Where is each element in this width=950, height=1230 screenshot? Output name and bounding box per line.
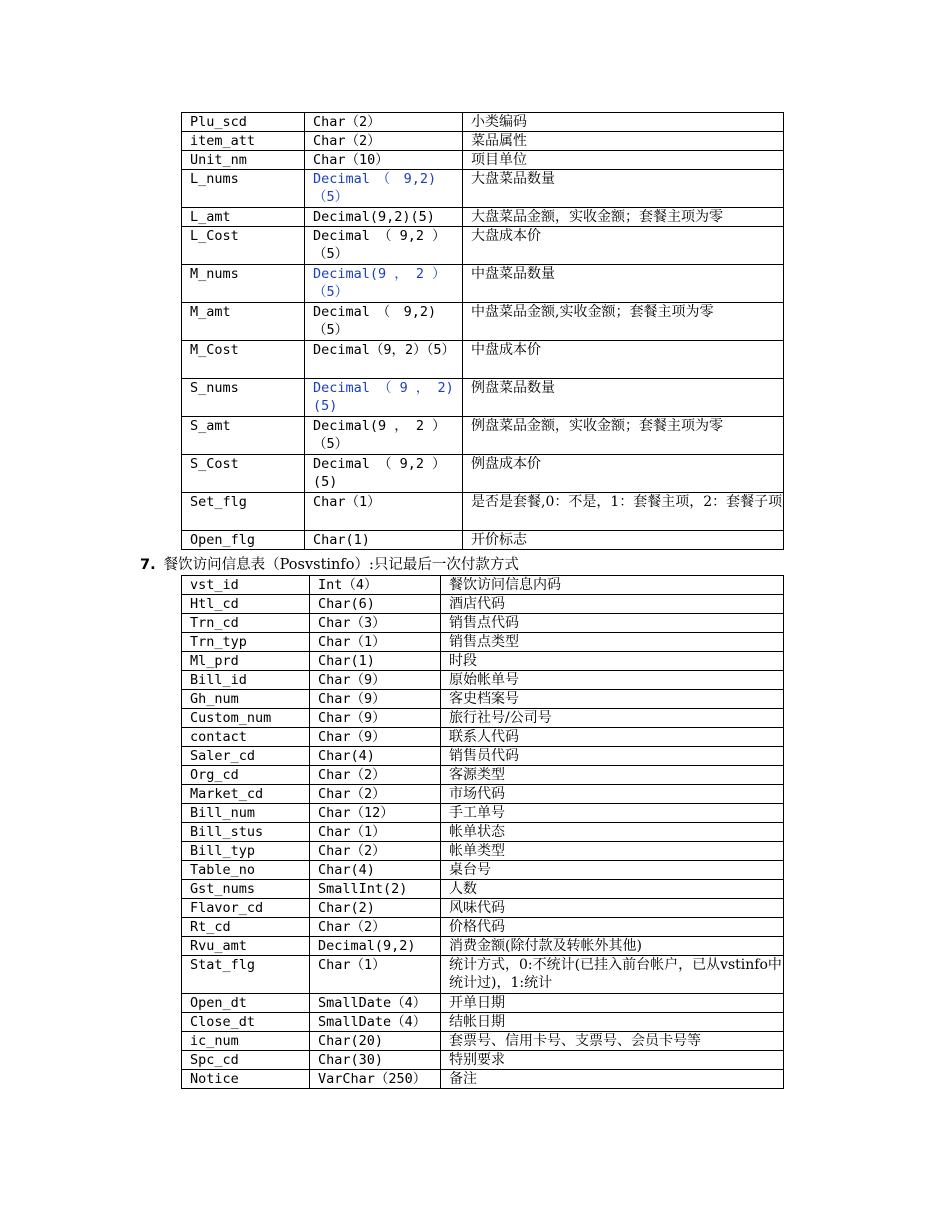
field-type-cell: Char(6) <box>310 595 441 614</box>
field-table-2 <box>181 575 784 1089</box>
field-desc-cell: 备注 <box>441 1070 784 1089</box>
field-name-cell: Stat_flg <box>182 956 310 994</box>
field-type-cell: Char(30) <box>310 1051 441 1070</box>
section-7-heading <box>140 555 519 575</box>
field-type-cell: Decimal(9,2)(5) <box>305 208 463 227</box>
field-type-cell: VarChar（250） <box>310 1070 441 1089</box>
field-desc-cell: 桌台号 <box>441 861 784 880</box>
field-desc-cell: 客源类型 <box>441 766 784 785</box>
field-name-cell: Trn_cd <box>182 614 310 633</box>
table-row <box>182 595 784 614</box>
field-name-cell: Trn_typ <box>182 633 310 652</box>
table-row <box>182 379 784 417</box>
field-name-cell: L_nums <box>182 170 305 208</box>
table-row <box>182 956 784 994</box>
table-row <box>182 690 784 709</box>
table-row <box>182 227 784 265</box>
table-row <box>182 614 784 633</box>
field-name-cell: M_nums <box>182 265 305 303</box>
field-type-cell: Decimal （ 9,2)（5） <box>305 170 463 208</box>
field-type-cell: Char（12） <box>310 804 441 823</box>
field-type-cell: Char（10） <box>305 151 463 170</box>
table-row <box>182 493 784 531</box>
table-row <box>182 747 784 766</box>
table-row <box>182 303 784 341</box>
field-name-cell: Org_cd <box>182 766 310 785</box>
field-type-cell: Char（1） <box>310 823 441 842</box>
field-type-cell: Char（9） <box>310 690 441 709</box>
field-type-cell: Decimal(9,2) <box>310 937 441 956</box>
field-type-cell: SmallDate（4） <box>310 1013 441 1032</box>
field-desc-cell: 帐单状态 <box>441 823 784 842</box>
field-desc-cell: 例盘菜品金额，实收金额；套餐主项为零 <box>463 417 784 455</box>
field-name-cell: vst_id <box>182 576 310 595</box>
field-name-cell: Flavor_cd <box>182 899 310 918</box>
field-name-cell: L_Cost <box>182 227 305 265</box>
field-desc-cell: 统计方式，0:不统计(已挂入前台帐户，已从vstinfo中统计过)，1:统计 <box>441 956 784 994</box>
table-row <box>182 918 784 937</box>
table-row <box>182 709 784 728</box>
field-name-cell: Gst_nums <box>182 880 310 899</box>
field-type-cell: Decimal （ 9,2)（5） <box>305 303 463 341</box>
table-row <box>182 455 784 493</box>
table-row <box>182 208 784 227</box>
field-type-cell: SmallDate（4） <box>310 994 441 1013</box>
field-name-cell: Close_dt <box>182 1013 310 1032</box>
field-name-cell: S_Cost <box>182 455 305 493</box>
field-desc-cell: 小类编码 <box>463 113 784 132</box>
field-name-cell: item_att <box>182 132 305 151</box>
field-desc-cell: 市场代码 <box>441 785 784 804</box>
field-desc-cell: 开价标志 <box>463 531 784 550</box>
field-desc-cell: 大盘成本价 <box>463 227 784 265</box>
table-row <box>182 804 784 823</box>
field-name-cell: Plu_scd <box>182 113 305 132</box>
field-type-cell: Char（2） <box>310 918 441 937</box>
table-row <box>182 576 784 595</box>
field-type-cell: Char（9） <box>310 709 441 728</box>
field-name-cell: Spc_cd <box>182 1051 310 1070</box>
field-name-cell: Bill_id <box>182 671 310 690</box>
field-desc-cell: 原始帐单号 <box>441 671 784 690</box>
table-row <box>182 899 784 918</box>
field-type-cell: Char(1) <box>310 652 441 671</box>
field-name-cell: Rvu_amt <box>182 937 310 956</box>
field-desc-cell: 联系人代码 <box>441 728 784 747</box>
field-name-cell: Htl_cd <box>182 595 310 614</box>
field-type-cell: Decimal（9，2）（5） <box>305 341 463 379</box>
field-desc-cell: 价格代码 <box>441 918 784 937</box>
field-type-cell: Char（2） <box>305 113 463 132</box>
table-row <box>182 994 784 1013</box>
table-row <box>182 151 784 170</box>
table-row <box>182 1032 784 1051</box>
field-name-cell: Bill_typ <box>182 842 310 861</box>
field-name-cell: Set_flg <box>182 493 305 531</box>
table-row <box>182 113 784 132</box>
table-row <box>182 880 784 899</box>
table-row <box>182 633 784 652</box>
field-desc-cell: 销售员代码 <box>441 747 784 766</box>
table-row <box>182 341 784 379</box>
table-row <box>182 861 784 880</box>
field-type-cell: Decimal （ 9,2 ）(5) <box>305 455 463 493</box>
field-name-cell: M_Cost <box>182 341 305 379</box>
field-type-cell: Char（2） <box>305 132 463 151</box>
section-title: 餐饮访问信息表（Posvstinfo）:只记最后一次付款方式 <box>163 557 519 573</box>
field-type-cell: Decimal(9 ， 2 ）（5） <box>305 417 463 455</box>
field-desc-cell: 例盘菜品数量 <box>463 379 784 417</box>
table-row <box>182 671 784 690</box>
field-desc-cell: 客史档案号 <box>441 690 784 709</box>
field-type-cell: Char(4) <box>310 861 441 880</box>
table-row <box>182 785 784 804</box>
field-desc-cell: 酒店代码 <box>441 595 784 614</box>
table-row <box>182 132 784 151</box>
field-name-cell: M_amt <box>182 303 305 341</box>
field-type-cell: Decimal （ 9 ， 2)(5) <box>305 379 463 417</box>
field-desc-cell: 开单日期 <box>441 994 784 1013</box>
field-desc-cell: 中盘菜品金额,实收金额；套餐主项为零 <box>463 303 784 341</box>
table-row <box>182 652 784 671</box>
field-type-cell: Char（1） <box>310 956 441 994</box>
table-row <box>182 170 784 208</box>
table-row <box>182 1013 784 1032</box>
field-type-cell: Char(2) <box>310 899 441 918</box>
field-desc-cell: 旅行社号/公司号 <box>441 709 784 728</box>
field-type-cell: Char（3） <box>310 614 441 633</box>
field-type-cell: Decimal(9 ， 2 ）（5） <box>305 265 463 303</box>
field-type-cell: Char(1) <box>305 531 463 550</box>
section-number: 7. <box>140 557 156 573</box>
field-desc-cell: 大盘菜品金额，实收金额；套餐主项为零 <box>463 208 784 227</box>
field-name-cell: L_amt <box>182 208 305 227</box>
field-desc-cell: 手工单号 <box>441 804 784 823</box>
table-row <box>182 265 784 303</box>
field-type-cell: Char（9） <box>310 671 441 690</box>
field-type-cell: Char（1） <box>310 633 441 652</box>
table-row <box>182 842 784 861</box>
field-name-cell: ic_num <box>182 1032 310 1051</box>
field-desc-cell: 大盘菜品数量 <box>463 170 784 208</box>
field-type-cell: Char（2） <box>310 785 441 804</box>
field-name-cell: Open_dt <box>182 994 310 1013</box>
field-desc-cell: 消费金额(除付款及转帐外其他) <box>441 937 784 956</box>
field-desc-cell: 项目单位 <box>463 151 784 170</box>
field-desc-cell: 中盘菜品数量 <box>463 265 784 303</box>
field-name-cell: Open_flg <box>182 531 305 550</box>
table-row <box>182 1051 784 1070</box>
field-name-cell: Gh_num <box>182 690 310 709</box>
field-name-cell: Bill_stus <box>182 823 310 842</box>
field-desc-cell: 特别要求 <box>441 1051 784 1070</box>
field-name-cell: Custom_num <box>182 709 310 728</box>
field-name-cell: contact <box>182 728 310 747</box>
field-type-cell: Int（4） <box>310 576 441 595</box>
field-desc-cell: 结帐日期 <box>441 1013 784 1032</box>
field-desc-cell: 销售点代码 <box>441 614 784 633</box>
field-name-cell: S_amt <box>182 417 305 455</box>
field-type-cell: Char（2） <box>310 766 441 785</box>
field-name-cell: Table_no <box>182 861 310 880</box>
field-desc-cell: 是否是套餐,0：不是，1：套餐主项，2：套餐子项 <box>463 493 784 531</box>
field-name-cell: Notice <box>182 1070 310 1089</box>
field-name-cell: Ml_prd <box>182 652 310 671</box>
field-type-cell: Char（1） <box>305 493 463 531</box>
field-desc-cell: 例盘成本价 <box>463 455 784 493</box>
field-type-cell: Char(4) <box>310 747 441 766</box>
field-desc-cell: 销售点类型 <box>441 633 784 652</box>
field-desc-cell: 套票号、信用卡号、支票号、会员卡号等 <box>441 1032 784 1051</box>
field-desc-cell: 中盘成本价 <box>463 341 784 379</box>
field-type-cell: Char（2） <box>310 842 441 861</box>
field-desc-cell: 时段 <box>441 652 784 671</box>
table-row <box>182 728 784 747</box>
field-name-cell: Rt_cd <box>182 918 310 937</box>
table-row <box>182 1070 784 1089</box>
table-row <box>182 766 784 785</box>
field-name-cell: Market_cd <box>182 785 310 804</box>
field-desc-cell: 帐单类型 <box>441 842 784 861</box>
table-row <box>182 937 784 956</box>
field-name-cell: S_nums <box>182 379 305 417</box>
field-name-cell: Saler_cd <box>182 747 310 766</box>
field-desc-cell: 人数 <box>441 880 784 899</box>
table-row <box>182 531 784 550</box>
field-type-cell: Char(20) <box>310 1032 441 1051</box>
field-desc-cell: 风味代码 <box>441 899 784 918</box>
table-row <box>182 417 784 455</box>
field-table-1 <box>181 112 784 550</box>
field-name-cell: Bill_num <box>182 804 310 823</box>
field-desc-cell: 菜品属性 <box>463 132 784 151</box>
field-type-cell: SmallInt(2) <box>310 880 441 899</box>
field-type-cell: Decimal （ 9,2 ）（5） <box>305 227 463 265</box>
field-desc-cell: 餐饮访问信息内码 <box>441 576 784 595</box>
table-row <box>182 823 784 842</box>
field-type-cell: Char（9） <box>310 728 441 747</box>
field-name-cell: Unit_nm <box>182 151 305 170</box>
